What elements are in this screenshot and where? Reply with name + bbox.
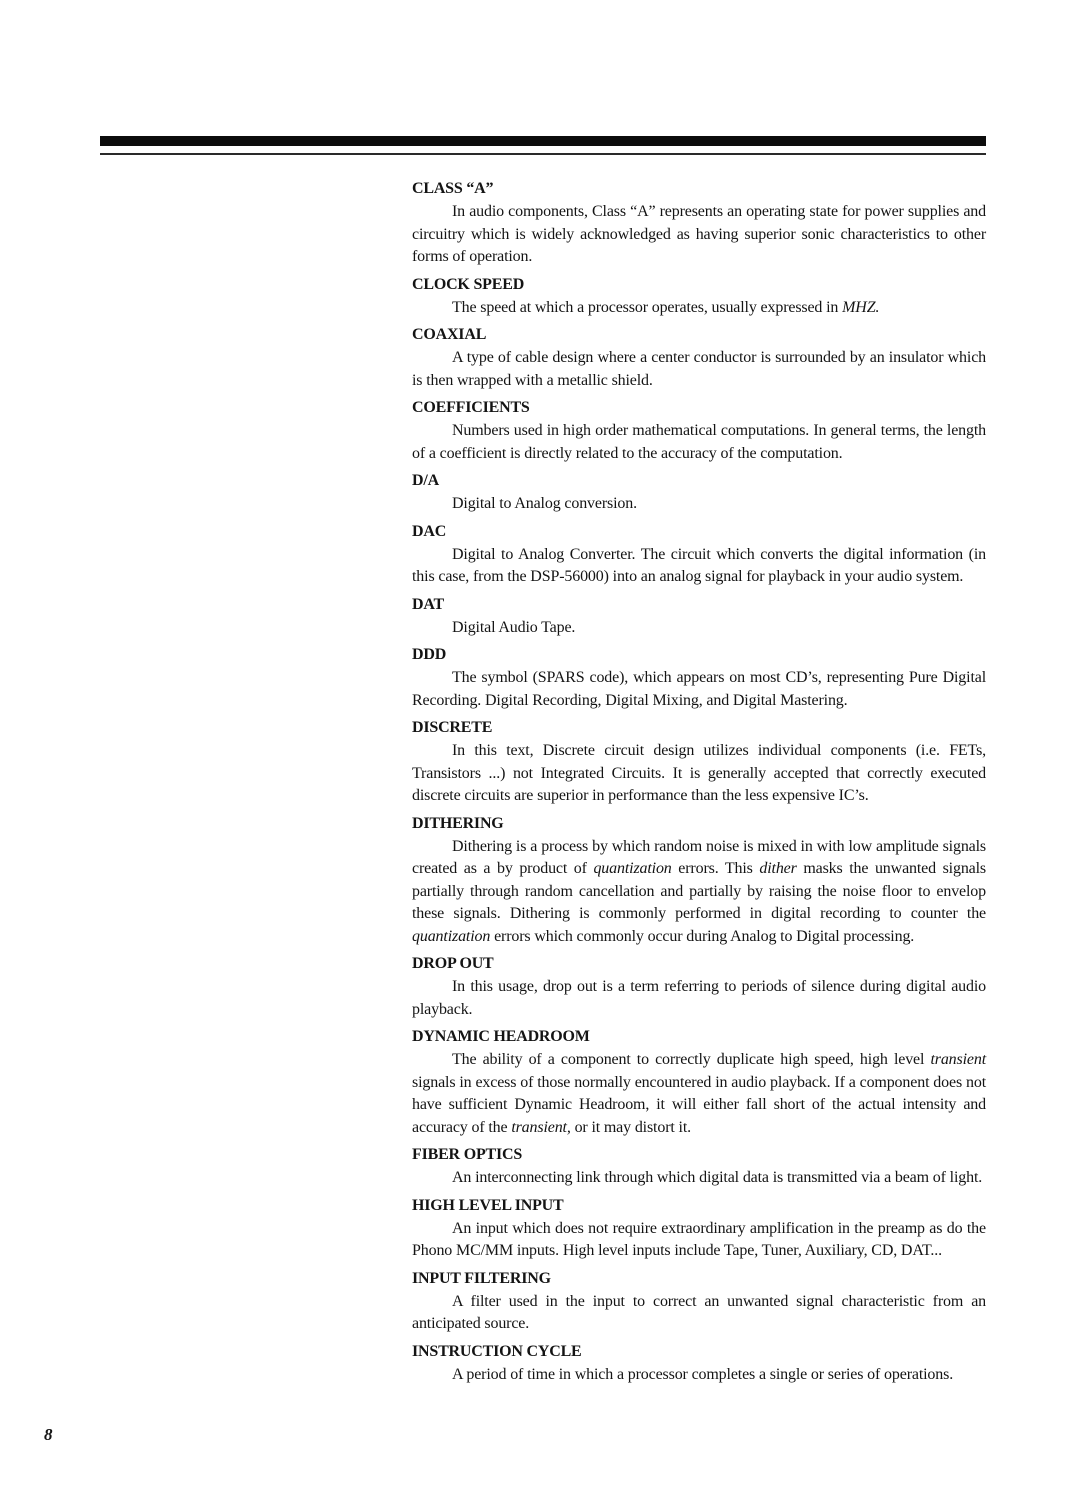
glossary-definition [412, 201, 986, 269]
glossary-term: INSTRUCTION CYCLE [412, 1342, 582, 1360]
definition-emphasis: MHZ. [842, 298, 880, 316]
glossary-term: DDD [412, 646, 447, 663]
definition-text: The speed at which a processor operates, usually expressed in [452, 298, 843, 316]
glossary-entry [412, 179, 986, 269]
glossary-entry [412, 471, 986, 516]
definition-text: The ability of a component to correctly duplicate high speed, high level [452, 1051, 931, 1068]
glossary-term: COEFFICIENTS [412, 399, 530, 416]
glossary-entry [412, 522, 986, 589]
glossary-definition [412, 420, 986, 465]
glossary-definition [412, 347, 986, 392]
glossary-definition [412, 493, 986, 516]
glossary-term: HIGH LEVEL INPUT [412, 1196, 564, 1214]
glossary-term: CLOCK SPEED [412, 275, 525, 293]
definition-text: A period of time in which a processor completes a single or series of operations. [452, 1365, 954, 1383]
definition-text: A filter used in the input to correct an unwanted signal characteristic from an anticipated source. [412, 1292, 986, 1332]
glossary-entry [412, 1269, 986, 1336]
definition-text: Digital to Analog Converter. The circuit which converts the digital information (in this case, from the DSP-56000) into an analog signal for playback in your audio system. [412, 545, 986, 585]
glossary-term: INPUT FILTERING [412, 1269, 551, 1287]
definition-emphasis: quantization [412, 927, 491, 945]
glossary-term: DAC [412, 522, 447, 540]
glossary-term: FIBER OPTICS [412, 1146, 523, 1163]
glossary-list [412, 179, 986, 1392]
glossary-definition [412, 667, 986, 712]
glossary-definition [412, 836, 986, 949]
glossary-definition [412, 544, 986, 589]
definition-text: The symbol (SPARS code), which appears on most CD’s, representing Pure Digital Recording. Digital Recording, Digital Mixing, and Digital Mastering. [412, 669, 986, 709]
glossary-term: COAXIAL [412, 326, 487, 343]
glossary-entry [412, 1196, 986, 1263]
glossary-definition [412, 1291, 986, 1336]
glossary-entry [412, 954, 986, 1021]
glossary-definition [412, 297, 986, 320]
definition-text: Digital to Analog conversion. [452, 495, 637, 512]
header-rule-thick [100, 136, 986, 146]
glossary-entry [412, 1342, 986, 1387]
definition-text: In audio components, Class “A” represents an operating state for power supplies and circuitry which is widely acknowledged as having superior sonic characteristics to other forms of operation. [412, 203, 986, 265]
definition-text: An input which does not require extraordinary amplification in the preamp as do the Phono MC/MM inputs. High level inputs include Tape, Tuner, Auxiliary, CD, DAT... [412, 1219, 986, 1259]
definition-emphasis: transient [930, 1051, 986, 1068]
definition-emphasis: dither [759, 860, 797, 877]
glossary-entry [412, 1027, 986, 1139]
glossary-definition [412, 1167, 986, 1190]
definition-text: An interconnecting link through which digital data is transmitted via a beam of light. [452, 1169, 983, 1186]
definition-text: Digital Audio Tape. [452, 618, 576, 636]
definition-text: errors which commonly occur during Analog to Digital processing. [490, 927, 915, 945]
glossary-definition [412, 740, 986, 808]
definition-text: or it may distort it. [570, 1118, 691, 1136]
definition-text: errors. This [671, 860, 760, 877]
definition-text: masks the unwanted signals partially through random cancellation and partially by raising the noise floor to envelop these signals. Dithering is commonly performed in digital recording to counter the [412, 860, 986, 922]
glossary-entry [412, 718, 986, 808]
glossary-term: CLASS “A” [412, 180, 494, 197]
glossary-term: D/A [412, 472, 439, 489]
glossary-term: DISCRETE [412, 719, 493, 736]
glossary-entry [412, 814, 986, 949]
glossary-entry [412, 595, 986, 640]
glossary-entry [412, 325, 986, 392]
glossary-definition [412, 976, 986, 1021]
glossary-definition [412, 1364, 986, 1387]
definition-text: signals in excess of those normally encountered in audio playback. If a component does not have sufficient Dynamic Headroom, it will either fall short of the actual intensity and accuracy of the [412, 1073, 986, 1136]
definition-text: Dithering is a process by which random noise is mixed in with low amplitude signals created as a by product of [412, 837, 986, 877]
glossary-term: DROP OUT [412, 955, 494, 972]
glossary-term: DITHERING [412, 814, 504, 832]
glossary-entry [412, 398, 986, 465]
definition-text: Numbers used in high order mathematical computations. In general terms, the length of a coefficient is directly related to the accuracy of the computation. [412, 422, 986, 462]
page-number: 8 [44, 1425, 53, 1444]
glossary-definition [412, 1049, 986, 1139]
glossary-entry [412, 275, 986, 320]
glossary-definition [412, 1218, 986, 1263]
definition-text: A type of cable design where a center conductor is surrounded by an insulator which is then wrapped with a metallic shield. [412, 349, 986, 389]
glossary-term: DYNAMIC HEADROOM [412, 1028, 590, 1045]
header-rule-thin [100, 153, 986, 155]
definition-emphasis: quantization [593, 860, 672, 877]
definition-emphasis: transient, [511, 1118, 571, 1136]
definition-text: In this text, Discrete circuit design utilizes individual components (i.e. FETs, Transistors ...) not Integrated Circuits. It is generally accepted that correctly executed discrete circuits are superior in performance than the less expensive IC’s. [412, 742, 986, 804]
definition-text: In this usage, drop out is a term referring to periods of silence during digital audio playback. [412, 978, 986, 1018]
glossary-term: DAT [412, 595, 444, 613]
glossary-entry [412, 645, 986, 712]
glossary-definition [412, 617, 986, 640]
glossary-entry [412, 1145, 986, 1190]
